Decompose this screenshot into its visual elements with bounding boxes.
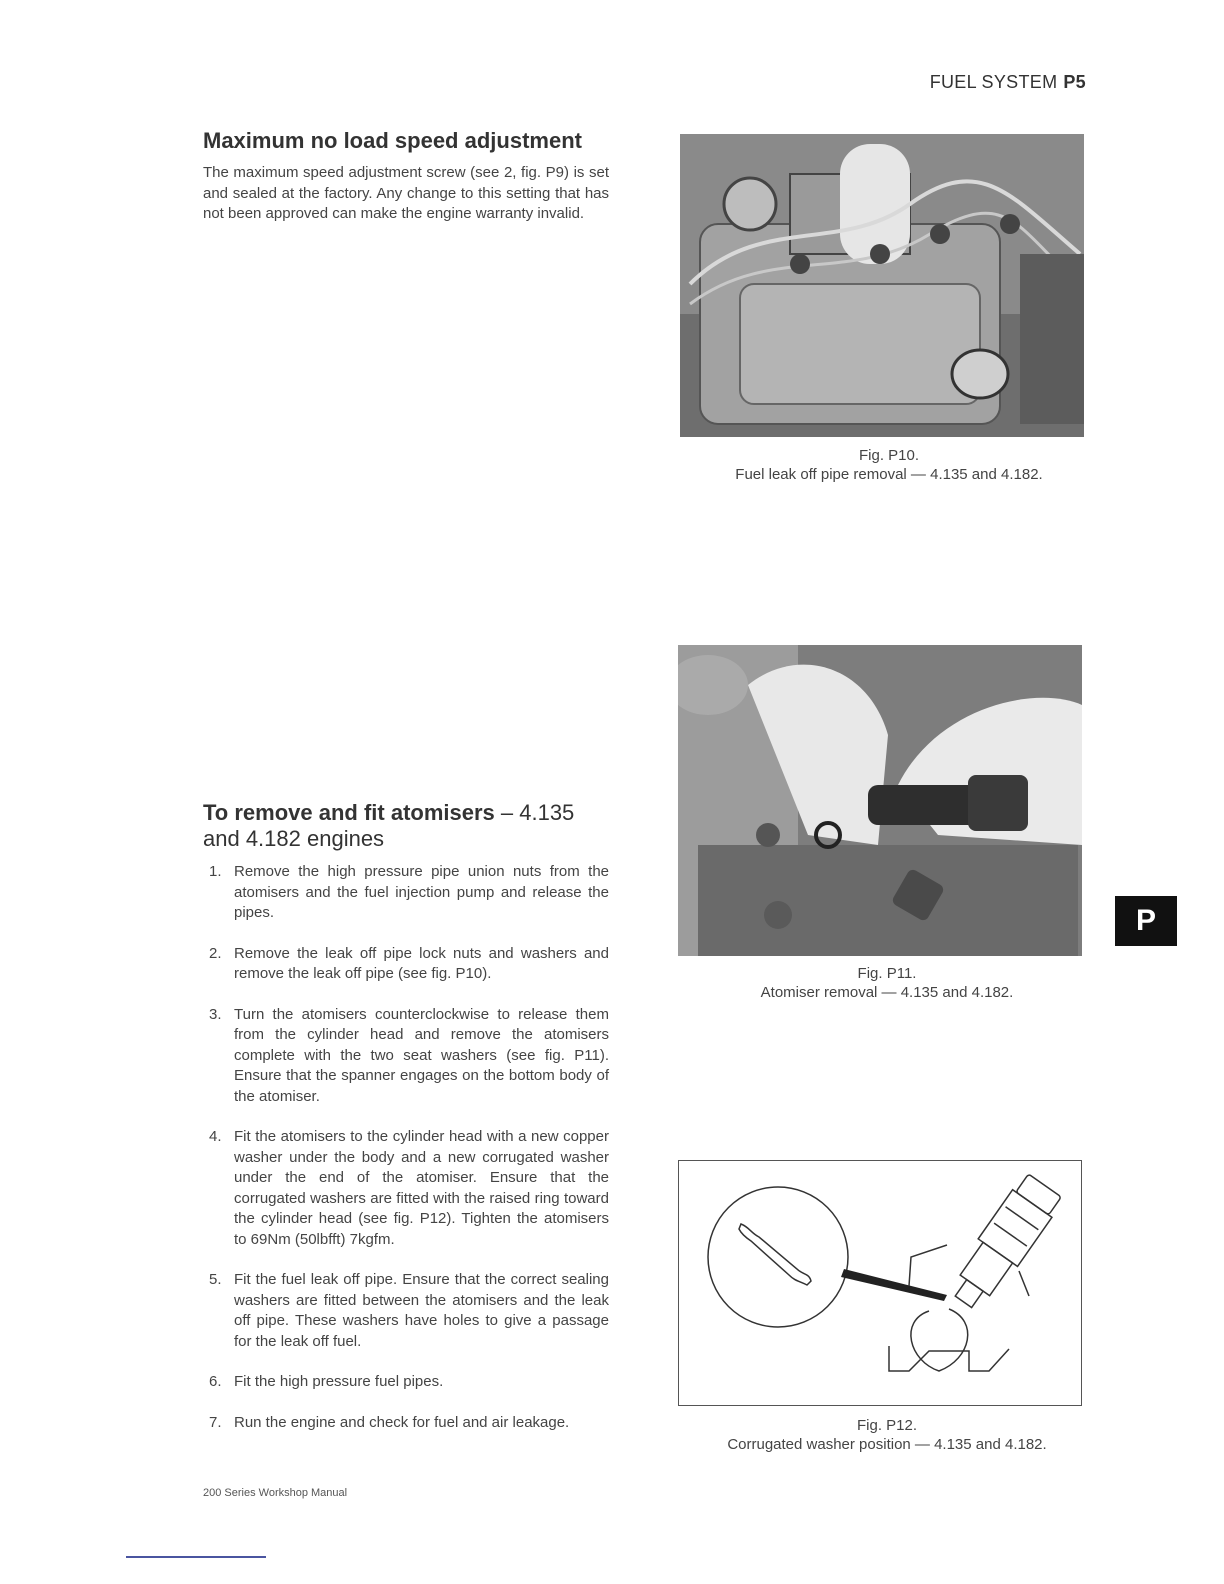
section-title-speed-adjustment: Maximum no load speed adjustment xyxy=(203,128,582,153)
atomiser-removal-illustration xyxy=(678,645,1082,956)
step-text: Remove the high pressure pipe union nuts from the atomisers and the fuel injection pump and release the pipes. xyxy=(234,863,609,921)
engine-leak-off-pipe-illustration xyxy=(680,134,1084,437)
fig-p11-caption xyxy=(678,964,1096,1002)
section-title-bold: To remove and fit atomisers xyxy=(203,800,495,825)
page-number: P5 xyxy=(1063,72,1086,92)
fig-p12-caption xyxy=(678,1416,1096,1454)
fig-p10-photo xyxy=(680,134,1084,437)
step-number: 1. xyxy=(209,863,222,880)
step-item xyxy=(203,1270,609,1352)
section-text-speed-adjustment: The maximum speed adjustment screw (see 2, fig. P9) is set and sealed at the factory. Any change to this setting that has not been approved can make the engine warranty invalid. xyxy=(203,164,609,222)
step-item xyxy=(203,1413,609,1434)
step-number: 4. xyxy=(209,1128,222,1145)
figure-label: Fig. P12. xyxy=(856,1417,918,1434)
footer-text: 200 Series Workshop Manual xyxy=(203,1487,348,1499)
fig-p12-diagram xyxy=(678,1160,1082,1406)
section-tab-p: P xyxy=(1115,896,1177,946)
step-text: Remove the leak off pipe lock nuts and washers and remove the leak off pipe (see fig. P10). xyxy=(234,944,609,982)
corrugated-washer-diagram xyxy=(679,1161,1081,1405)
step-number: 2. xyxy=(209,944,222,962)
step-item xyxy=(203,862,609,924)
step-text: Fit the fuel leak off pipe. Ensure that the correct sealing washers are fitted between the atomisers and the leak off pipe. These washers have holes to give a passage for the leak off fuel. xyxy=(234,1271,609,1350)
cylinder-head-section xyxy=(889,1346,1009,1371)
running-header xyxy=(900,72,1086,93)
figure-label: Fig. P10. xyxy=(858,447,920,464)
step-text: Fit the high pressure fuel pipes. xyxy=(234,1373,444,1390)
figure-caption: Fuel leak off pipe removal — 4.135 and 4.182. xyxy=(735,466,1043,483)
atomiser-body xyxy=(944,1172,1065,1316)
step-text: Run the engine and check for fuel and air leakage. xyxy=(234,1413,570,1431)
corrugated-washer-detail xyxy=(739,1224,811,1285)
step-text: Fit the atomisers to the cylinder head with a new copper washer under the body and a new corrugated washer under the end of the atomiser. Ensure that the corrugated washers are fitted with the raised ring toward the cylinder head (see fig. P12). Tighten the atomisers to 69Nm (50lbfft) 7kgfm. xyxy=(234,1128,609,1248)
step-text: Turn the atomisers counterclockwise to release them from the cylinder head and remove the atomisers complete with the two seat washers (see fig. P11). Ensure that the spanner engages on the bottom body of the atomiser. xyxy=(234,1005,609,1105)
procedure-steps xyxy=(203,862,609,1453)
step-item xyxy=(203,1372,609,1393)
figure-caption: Corrugated washer position — 4.135 and 4.182. xyxy=(727,1436,1047,1453)
step-number: 7. xyxy=(209,1413,222,1431)
cylinder-head-bore xyxy=(911,1309,968,1371)
section-name: FUEL SYSTEM xyxy=(929,72,1058,92)
detail-circle xyxy=(708,1187,848,1327)
step-number: 5. xyxy=(209,1271,222,1288)
step-item xyxy=(203,1005,609,1108)
section-title-rest: – 4.135 and 4.182 engines xyxy=(203,800,575,851)
step-number: 6. xyxy=(209,1373,222,1390)
figure-caption: Atomiser removal — 4.135 and 4.182. xyxy=(760,984,1014,1001)
step-number: 3. xyxy=(209,1005,222,1023)
step-item xyxy=(203,944,609,985)
footer-rule xyxy=(126,1556,266,1558)
section-title-atomisers xyxy=(203,800,609,852)
figure-label: Fig. P11. xyxy=(857,965,917,982)
fig-p11-photo xyxy=(678,645,1082,956)
fig-p10-caption xyxy=(680,446,1098,484)
step-item xyxy=(203,1127,609,1250)
leader-pointer xyxy=(841,1269,947,1301)
